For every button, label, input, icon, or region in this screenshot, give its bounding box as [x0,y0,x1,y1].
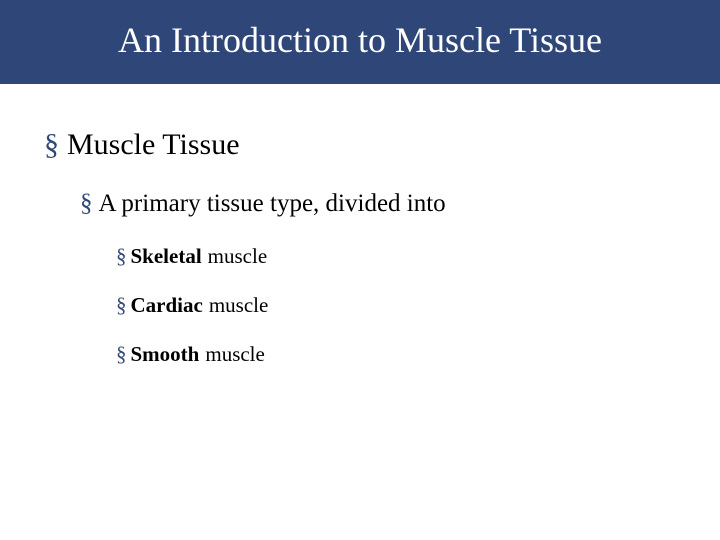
bullet-text: muscle [208,293,269,317]
bullet-level3-skeletal [116,244,267,269]
bullet-level2 [80,190,446,218]
section-bullet-icon: § [80,190,93,217]
section-bullet-icon: § [116,293,127,317]
bullet-level3-smooth [116,342,265,367]
bullet-term: Smooth [130,342,200,366]
slide-content [0,84,720,540]
bullet-term: Skeletal [130,244,202,268]
section-bullet-icon: § [116,244,127,268]
bullet-level3-cardiac [116,293,268,318]
bullet-term: Cardiac [130,293,203,317]
bullet-text: Muscle Tissue [67,128,240,161]
bullet-text: muscle [205,342,265,366]
section-bullet-icon: § [44,128,59,161]
bullet-level1 [44,128,240,162]
title-bar [0,0,720,84]
section-bullet-icon: § [116,342,127,366]
slide-title: An Introduction to Muscle Tissue [117,20,602,60]
bullet-text: A primary tissue type, divided into [98,190,446,217]
bullet-text: muscle [207,244,268,268]
